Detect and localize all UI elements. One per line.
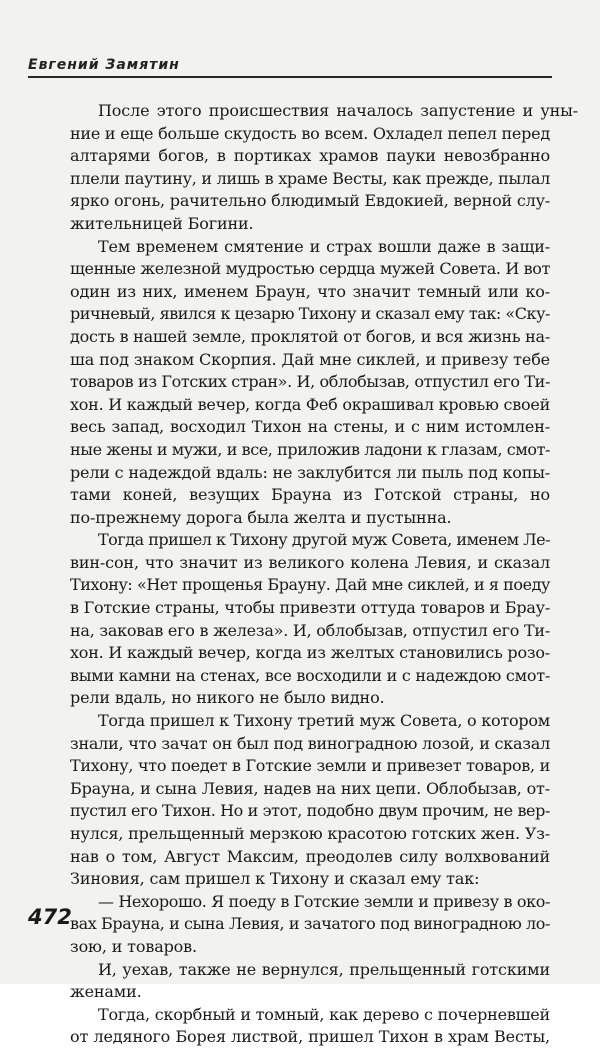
text-line: Тем временем смятение и страх вошли даже в защи-: [98, 236, 550, 256]
page-number: 472: [28, 905, 72, 929]
text-line: Тогда, скорбный и томный, как дерево с почерневшей: [98, 1004, 550, 1024]
text-line: Тихону: «Нет прощенья Брауну. Дай мне сиклей, и я поеду: [70, 575, 550, 595]
text-line: по-прежнему дорога была желта и пустынна.: [70, 507, 452, 527]
text-line: Тогда пришел к Тихону другой муж Совета, именем Ле-: [98, 530, 550, 550]
text-line: вах Брауна, и сына Левия, и зачатого под виноградною ло-: [70, 914, 550, 934]
text-line: ные жены и мужи, и все, приложив ладони к глазам, смот-: [70, 439, 550, 459]
running-header: [28, 50, 552, 78]
text-line: Тихону, что поедет в Готские земли и привезет товаров, и: [70, 756, 550, 776]
text-line: на, заковав его в железа». И, облобызав, отпустил его Ти-: [70, 620, 550, 640]
text-line: Тогда пришел к Тихону третий муж Совета, о котором: [98, 711, 550, 731]
text-line: женами.: [70, 982, 142, 1002]
text-line: Зиновия, сам пришел к Тихону и сказал ему так:: [70, 869, 480, 889]
text-line: жительницей Богини.: [70, 213, 254, 233]
text-line: тами коней, везущих Брауна из Готской страны, но: [70, 485, 550, 505]
text-line: в Готские страны, чтобы привезти оттуда товаров и Брау-: [70, 598, 550, 618]
text-line: плели паутину, и лишь в храме Весты, как прежде, пылал: [70, 168, 550, 188]
text-line: один из них, именем Браун, что значит темный или ко-: [70, 281, 550, 301]
text-line: рели вдаль, но никого не было видно.: [70, 688, 385, 708]
text-line: хон. И каждый вечер, когда из желтых становились розо-: [70, 643, 550, 663]
author-name: Евгений Замятин: [28, 57, 180, 73]
text-line: зою, и товаров.: [70, 936, 197, 956]
text-line: Брауна, и сына Левия, надев на них цепи. Облобызав, от-: [70, 778, 550, 798]
text-line: вин-сон, что значит из великого колена Левия, и сказал: [70, 552, 550, 572]
text-line: товаров из Готских стран». И, облобызав, отпустил его Ти-: [70, 372, 550, 392]
text-line: хон. И каждый вечер, когда Феб окрашивал кровью своей: [70, 394, 550, 414]
text-line: После этого происшествия началось запустение и уны-: [98, 101, 578, 120]
body-text: [70, 100, 578, 1049]
text-line: алтарями богов, в портиках храмов пауки невозбранно: [70, 146, 550, 166]
text-line: от ледяного Борея листвой, пришел Тихон в храм Весты,: [70, 1027, 550, 1047]
text-line: — Нехорошо. Я поеду в Готские земли и привезу в око-: [98, 891, 550, 911]
text-line: знали, что зачат он был под виноградною лозой, и сказал: [70, 733, 550, 753]
text-line: ша под знаком Скорпия. Дай мне сиклей, и привезу тебе: [70, 349, 550, 369]
text-line: рели с надеждой вдаль: не заклубится ли пыль под копы-: [70, 462, 550, 482]
text-line: ярко огонь, рачительно блюдимый Евдокией, верной слу-: [70, 191, 550, 211]
text-line: нулся, прельщенный мерзкою красотою готских жен. Уз-: [70, 824, 550, 843]
text-line: ричневый, явился к цезарю Тихону и сказал ему так: «Ску-: [70, 304, 550, 324]
text-line: нав о том, Август Максим, преодолев силу волхвований: [70, 846, 550, 866]
text-line: дость в нашей земле, проклятой от богов, и вся жизнь на-: [70, 326, 550, 346]
text-line: ние и еще больше скудость во всем. Охладел пепел перед: [70, 123, 550, 143]
text-line: И, уехав, также не вернулся, прельщенный готскими: [98, 959, 550, 979]
text-line: выми камни на стенах, все восходили и с надеждою смот-: [70, 665, 550, 685]
text-line: щенные железной мудростью сердца мужей Совета. И вот: [70, 259, 550, 279]
text-line: весь запад, восходил Тихон на стены, и с ним истомлен-: [70, 417, 550, 437]
text-line: пустил его Тихон. Но и этот, подобно двум прочим, не вер-: [70, 801, 550, 821]
